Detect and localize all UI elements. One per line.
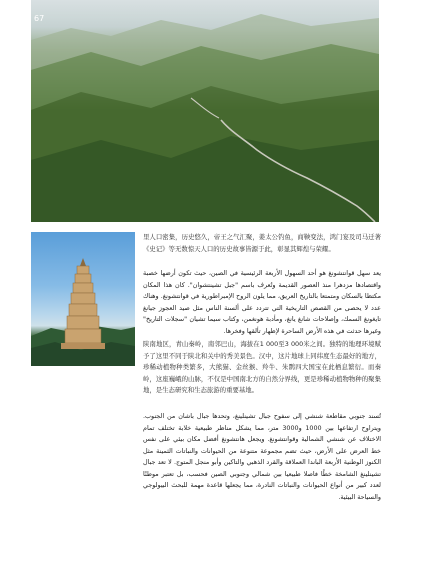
mountain-valley-aerial-photo bbox=[31, 0, 379, 222]
arabic-paragraph-1: يعد سهل قوانتشونغ هو أحد السهول الأربعة الرئيسية في الصين، حيث تكون أرضها خصبة واقتصادها مزدهرا منذ العصور القديمة وتُعرف باسم "جبل تشينتشوان". كان هذا المكان مكتظا بالسكان ومتمتعا بالتاريخ العريق، مما يلون الروح الإمبراطورية في قوانتشونغ. وهناك عدد لا يحصى من القصص التاريخية التي تتردد على ألسنة الناس مثل صيد العجوز جيانغ تايغونغ السمك، وإصلاحات شانغ يانغ، ومأدبة هونغمن، وكتاب سيما تشيان "سجلات التاريخ" وغيرها حدثت في هذه الأرض الساحرة لإظهار تألقها وفخرها. bbox=[143, 269, 381, 335]
arabic-paragraph-2: تُسند جنوبي مقاطعة شنشي إلى سفوح جبال تشينلينغ، وتحدها جبال باشان من الجنوب. ويتراوح ارتفاعها بين 1000 و3000 متر، مما يشكل مناظر طبيعية خلابة تختلف تمام الاختلاف عن شنشي الشمالية وقوانتشونغ. ويجعل هانتشونغ أفضل مكان بيئي على نفس خط العرض على الأرض، حيث تضم مجموعة متنوعة من الحيوانات والنباتات الثمينة مثل الكنوز الوطنية الأربعة الباندا العملاقة والقرد الذهبي والتاكين وأبو منجل المتوج. لا تعد جبال تشينلينغ الشامخة خطًا فاصلا طبيعيا بين شمالي وجنوبي الصين فحسب، بل تعتبر موطنًا لعدد كبير من أنواع الحيوانات والنباتات النادرة، مما يجعلها قاعدة مهمة للبحث البيولوجي والسياحة البيئية. bbox=[143, 412, 381, 501]
pagoda-illustration bbox=[31, 232, 135, 366]
chinese-paragraph-2: 陕南地区，青山秦岭，南邻巴山，海拔在1 000至3 000米之间。独特的地理环境赋予了这里不同于陕北和关中的秀美景色。汉中，这片地球上同纬度生态最好的地方，珍稀动植物种类繁多，大熊猫、金丝猴、羚牛、朱鹮四大国宝在此栖息繁衍。而秦岭，这座巍峨的山脉，不仅是中国南北方的自然分界线，更是珍稀动植物物种的聚集地，是生态研究和生态旅游的重要基地。 bbox=[143, 340, 381, 394]
page-number: 67 bbox=[34, 14, 45, 23]
mountain-valley-illustration bbox=[31, 0, 379, 222]
big-wild-goose-pagoda-photo bbox=[31, 232, 135, 366]
chinese-paragraph-1: 里人口密集，历史悠久，帝王之气汇聚，姜太公钓鱼，商鞅变法，鸿门宴及司马迁著《史记》等无数惊天人口的历史故事皆源于此，彰显其辉煌与荣耀。 bbox=[143, 233, 381, 253]
